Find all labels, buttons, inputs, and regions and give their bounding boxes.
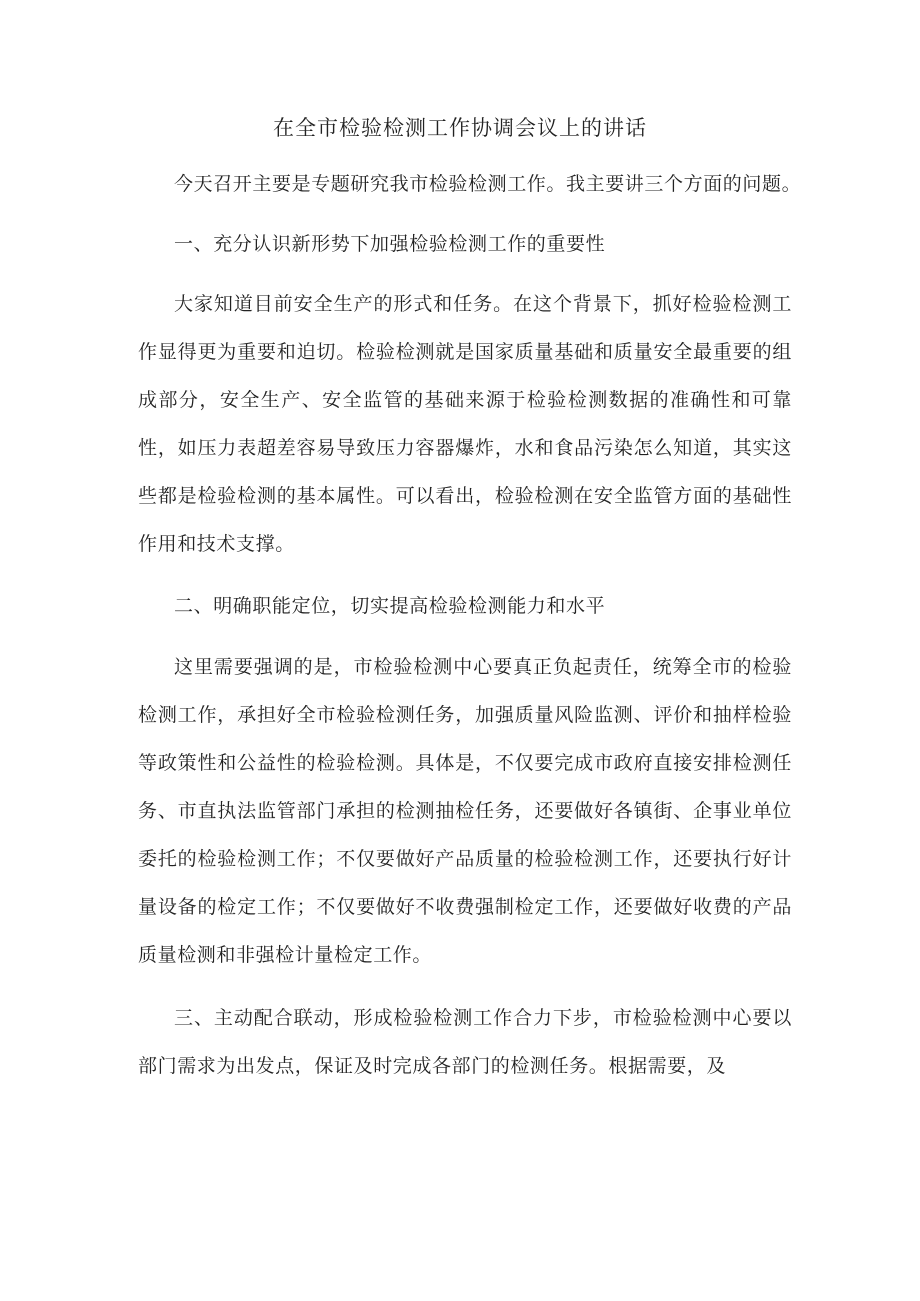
section-heading-2: 二、明确职能定位，切实提高检验检测能力和水平 bbox=[174, 595, 606, 617]
section-heading-1: 一、充分认识新形势下加强检验检测工作的重要性 bbox=[174, 233, 606, 255]
section-3-paragraph: 三、主动配合联动，形成检验检测工作合力下步，市检验检测中心要以部门需求为出发点，保证及时完成各部门的检测任务。根据需要，及 bbox=[138, 1007, 792, 1077]
section-1-paragraph: 大家知道目前安全生产的形式和任务。在这个背景下，抓好检验检测工作显得更为重要和迫切。检验检测就是国家质量基础和质量安全最重要的组成部分，安全生产、安全监管的基础来源于检验检测数据的准确性和可靠性，如压力表超差容易导致压力容器爆炸，水和食品污染怎么知道，其实这些都是检验检测的基本属性。可以看出，检验检测在安全监管方面的基础性作用和技术支撑。 bbox=[138, 293, 792, 555]
intro-paragraph: 今天召开主要是专题研究我市检验检测工作。我主要讲三个方面的问题。 bbox=[174, 173, 802, 195]
section-2-paragraph: 这里需要强调的是，市检验检测中心要真正负起责任，统筹全市的检验检测工作，承担好全市检验检测任务，加强质量风险监测、评价和抽样检验等政策性和公益性的检验检测。具体是，不仅要完成市政府直接安排检测任务、市直执法监管部门承担的检测抽检任务，还要做好各镇街、企事业单位委托的检验检测工作；不仅要做好产品质量的检验检测工作，还要执行好计量设备的检定工作；不仅要做好不收费强制检定工作，还要做好收费的产品质量检测和非强检计量检定工作。 bbox=[138, 656, 792, 966]
document-title: 在全市检验检测工作协调会议上的讲话 bbox=[273, 116, 647, 140]
